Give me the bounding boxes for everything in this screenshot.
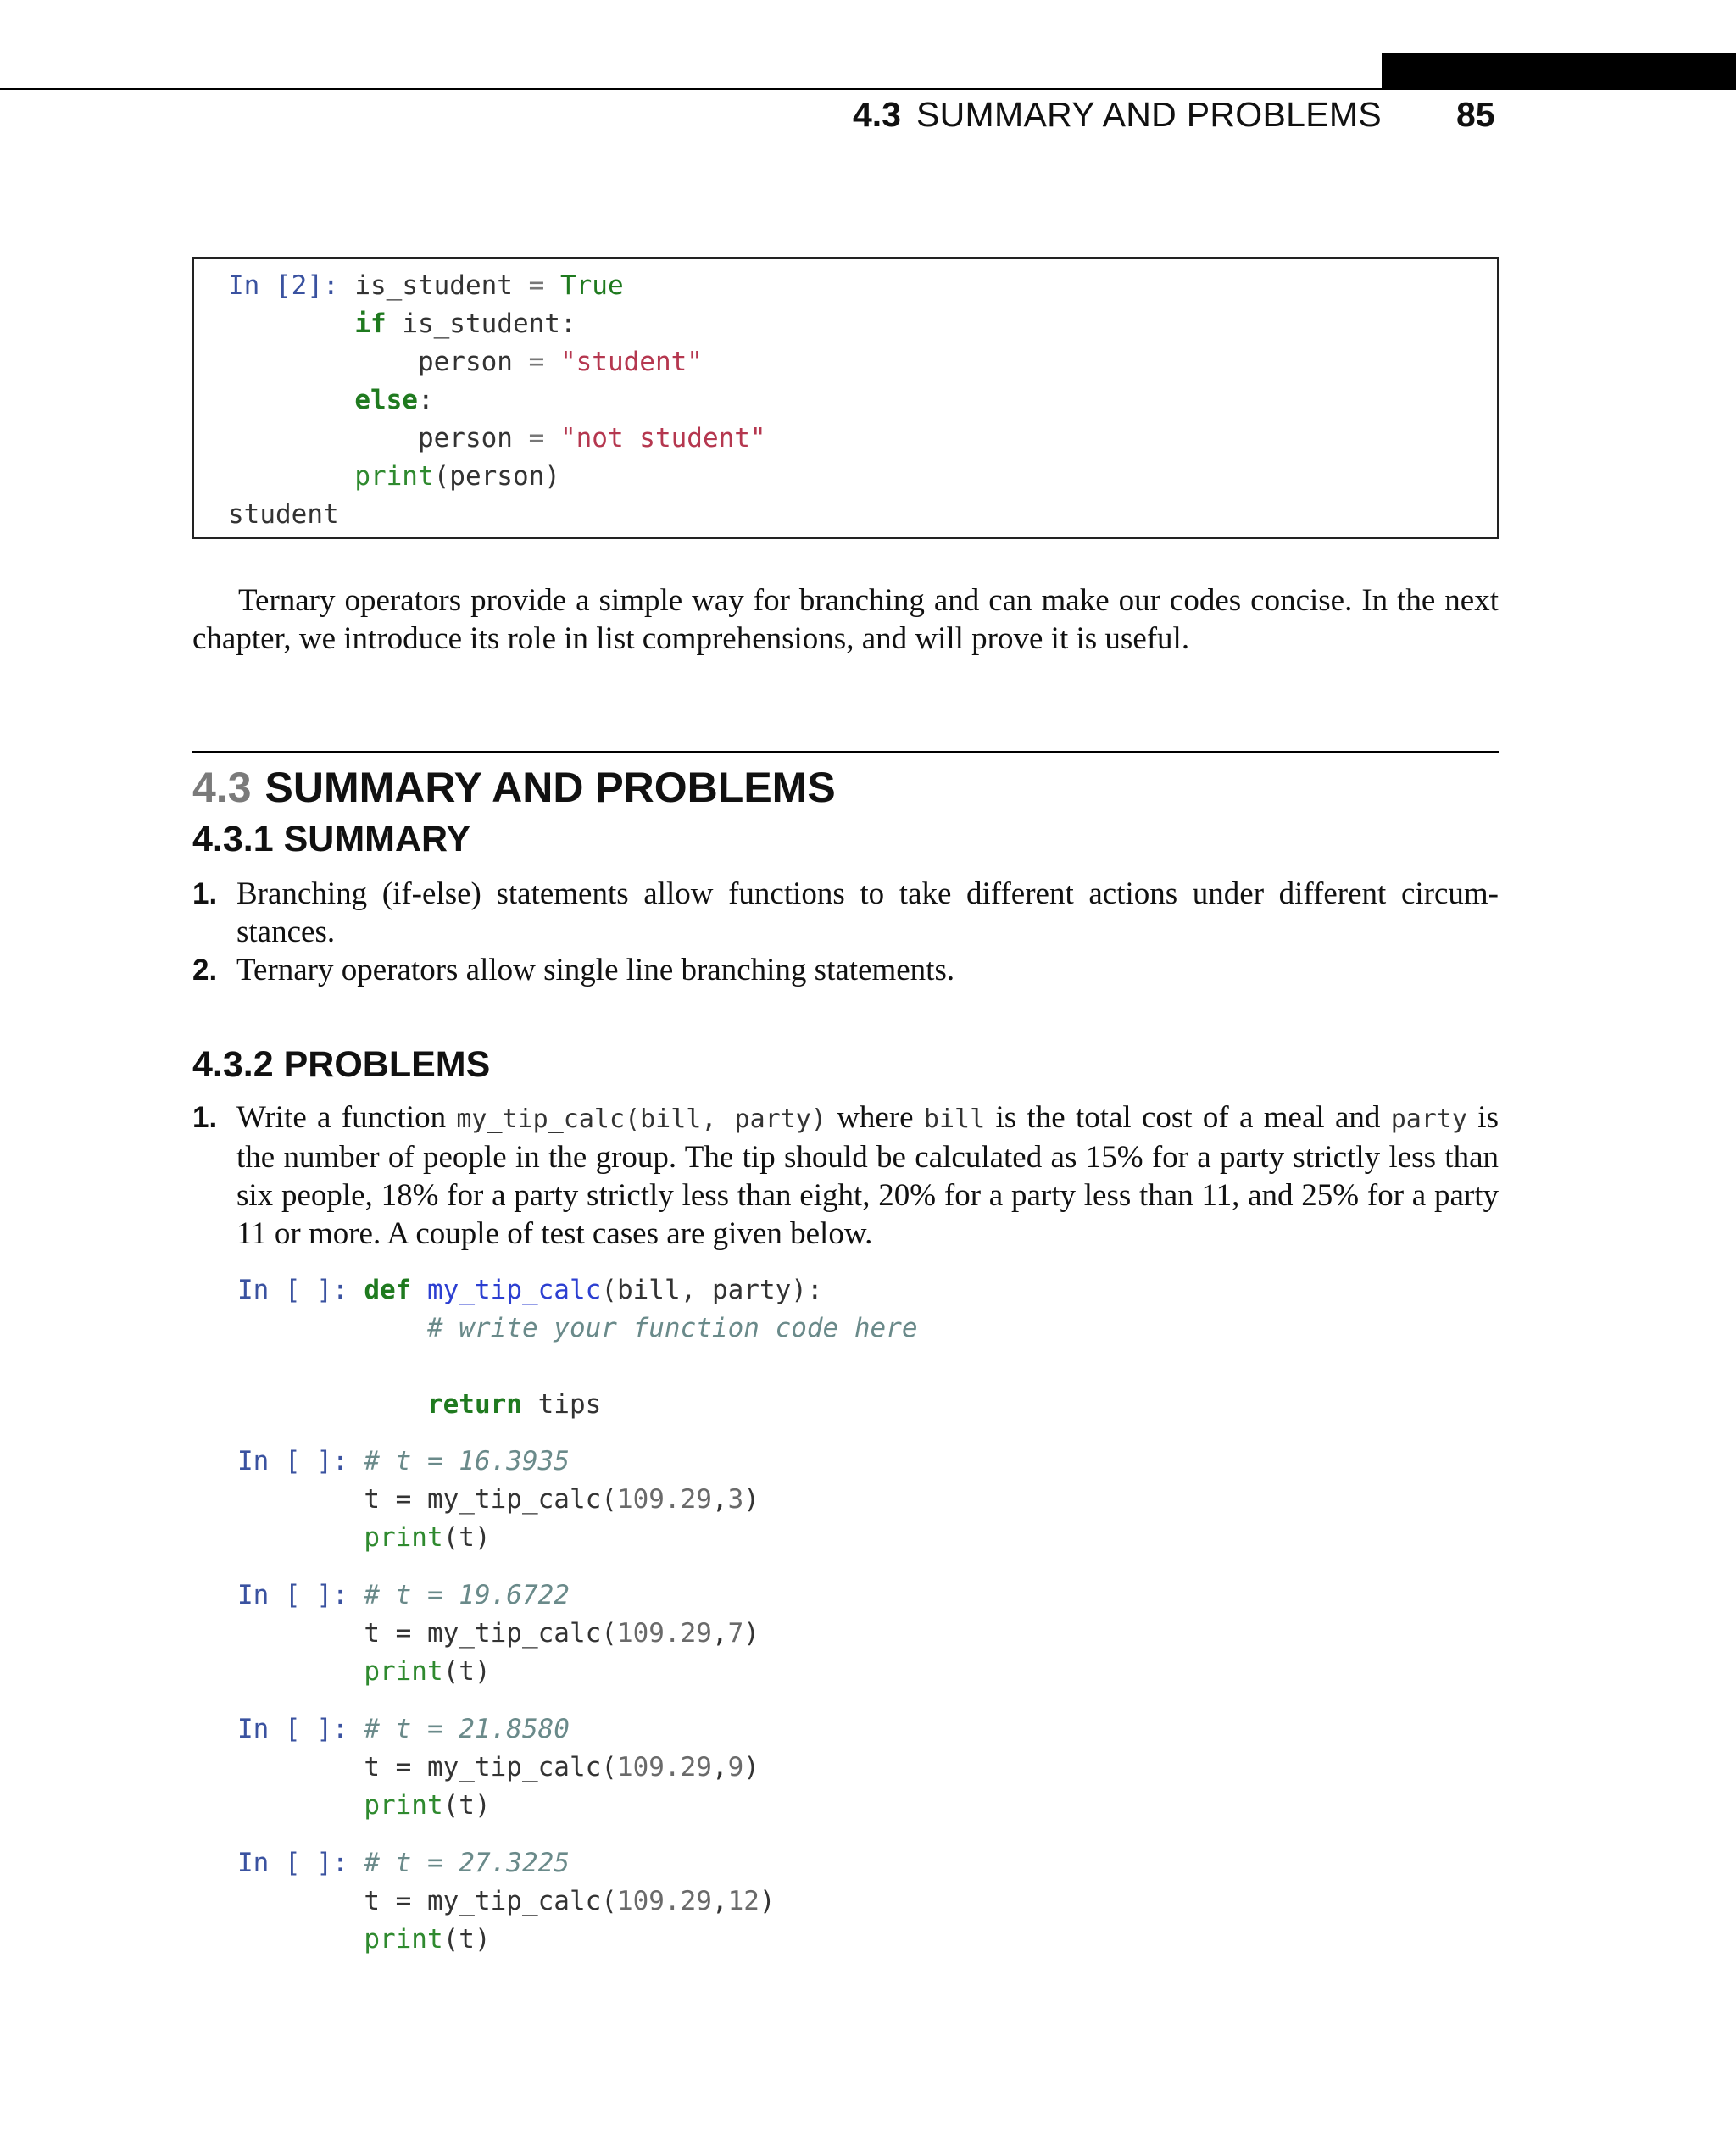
code-token: (t) <box>442 1790 491 1821</box>
code-builtin: print <box>364 1656 443 1687</box>
code-token: ) <box>759 1886 776 1916</box>
code-token: is_student: <box>402 309 576 339</box>
code-prompt: In [2]: <box>228 270 339 301</box>
code-function-name: my_tip_calc <box>427 1275 602 1305</box>
def-code-cell <box>237 1271 918 1424</box>
list-item-text: Ternary operators allow single line branching statements. <box>236 953 955 987</box>
code-token: ) <box>743 1484 760 1515</box>
header-black-bar <box>1382 53 1736 89</box>
code-token: : <box>417 385 434 415</box>
code-builtin: print <box>364 1790 443 1821</box>
code-token: , <box>711 1484 728 1515</box>
text-run: where <box>826 1100 924 1135</box>
code-token: = <box>528 423 545 453</box>
code-number: 109.29 <box>616 1618 712 1649</box>
code-comment: # t = 19.6722 <box>364 1580 570 1610</box>
list-marker: 1. <box>192 1101 218 1134</box>
code-token: is_student <box>354 270 513 301</box>
code-string: "not student" <box>559 423 766 453</box>
code-keyword: if <box>354 309 387 339</box>
code-token: t = my_tip_calc( <box>364 1886 617 1916</box>
code-number: 12 <box>727 1886 760 1916</box>
test-code-cell <box>237 1443 760 1557</box>
text-run: Write a function <box>236 1100 457 1135</box>
ternary-paragraph: Ternary operators provide a simple way for branching and can make our codes concise. In the next chapter, we introduce its role in list comprehensions, and will prove it is useful. <box>192 583 1499 656</box>
code-comment: # t = 21.8580 <box>364 1714 570 1744</box>
list-marker: 2. <box>192 954 218 987</box>
code-token: (person) <box>433 461 560 492</box>
code-comment: # write your function code here <box>426 1313 918 1343</box>
code-token: t = my_tip_calc( <box>364 1752 617 1782</box>
code-token: , <box>711 1886 728 1916</box>
page-number: 85 <box>1456 95 1495 134</box>
code-token: t = my_tip_calc( <box>364 1484 617 1515</box>
code-token: ) <box>743 1618 760 1649</box>
list-item <box>192 951 1499 989</box>
test-code-cell <box>237 1710 760 1825</box>
text-run: is the total cost of a meal and <box>985 1100 1391 1135</box>
text-run: is the number of people in the group. The tip should be calculated as 15% for a party strictly less than six people, 18% for a party strictly less than eight, 20% for a party less than 11, and 25% for a party 11 or more. A couple of test cases are given below. <box>236 1100 1499 1251</box>
code-prompt: In [ ]: <box>237 1275 348 1305</box>
section-rule <box>192 751 1499 753</box>
code-number: 3 <box>727 1484 744 1515</box>
code-token: person <box>417 347 513 377</box>
inline-code: bill <box>923 1104 986 1134</box>
code-prompt: In [ ]: <box>237 1848 348 1878</box>
code-output: student <box>228 499 339 530</box>
code-token: (t) <box>442 1656 491 1687</box>
code-number: 109.29 <box>616 1886 712 1916</box>
running-header-title: SUMMARY AND PROBLEMS <box>915 95 1382 134</box>
code-token: tips <box>537 1389 602 1420</box>
section-title: SUMMARY AND PROBLEMS <box>264 764 836 811</box>
code-builtin: print <box>364 1522 443 1553</box>
section-number: 4.3 <box>192 764 252 811</box>
code-token: person <box>417 423 513 453</box>
code-builtin: print <box>354 461 434 492</box>
problem-text <box>236 1098 1499 1253</box>
code-prompt: In [ ]: <box>237 1446 348 1476</box>
code-number: 7 <box>727 1618 744 1649</box>
code-number: 109.29 <box>616 1484 712 1515</box>
running-header <box>853 95 1382 135</box>
code-token: , <box>711 1752 728 1782</box>
list-item <box>192 1098 1499 1253</box>
problems-heading: 4.3.2 PROBLEMS <box>192 1044 491 1085</box>
section-heading <box>192 763 836 812</box>
code-prompt: In [ ]: <box>237 1714 348 1744</box>
code-token: ) <box>743 1752 760 1782</box>
inline-code: my_tip_calc(bill, party) <box>456 1104 826 1134</box>
test-code-cell <box>237 1577 760 1691</box>
summary-heading: 4.3.1 SUMMARY <box>192 819 471 859</box>
code-token: t = my_tip_calc( <box>364 1618 617 1649</box>
code-prompt: In [ ]: <box>237 1580 348 1610</box>
list-item-text: Branching (if-else) statements allow functions to take different actions under different circum-stances. <box>236 876 1499 949</box>
code-comment: # t = 16.3935 <box>364 1446 570 1476</box>
code-cell-box <box>192 257 1499 539</box>
list-marker: 1. <box>192 877 218 910</box>
running-header-section-number: 4.3 <box>852 95 901 134</box>
test-code-cell <box>237 1844 776 1959</box>
code-keyword: def <box>364 1275 412 1305</box>
code-token: (t) <box>442 1924 491 1955</box>
code-keyword: else <box>354 385 418 415</box>
code-comment: # t = 27.3225 <box>364 1848 570 1878</box>
code-token: = <box>528 347 545 377</box>
code-builtin: print <box>364 1924 443 1955</box>
inline-code: party <box>1390 1104 1467 1134</box>
code-token: (t) <box>442 1522 491 1553</box>
code-token: (bill, party): <box>601 1275 823 1305</box>
code-token: True <box>559 270 624 301</box>
code-string: "student" <box>559 347 703 377</box>
code-number: 9 <box>727 1752 744 1782</box>
list-item <box>192 875 1499 951</box>
code-token: , <box>711 1618 728 1649</box>
code-cell-content <box>228 267 766 534</box>
code-number: 109.29 <box>616 1752 712 1782</box>
code-keyword: return <box>426 1389 522 1420</box>
code-token: = <box>528 270 545 301</box>
